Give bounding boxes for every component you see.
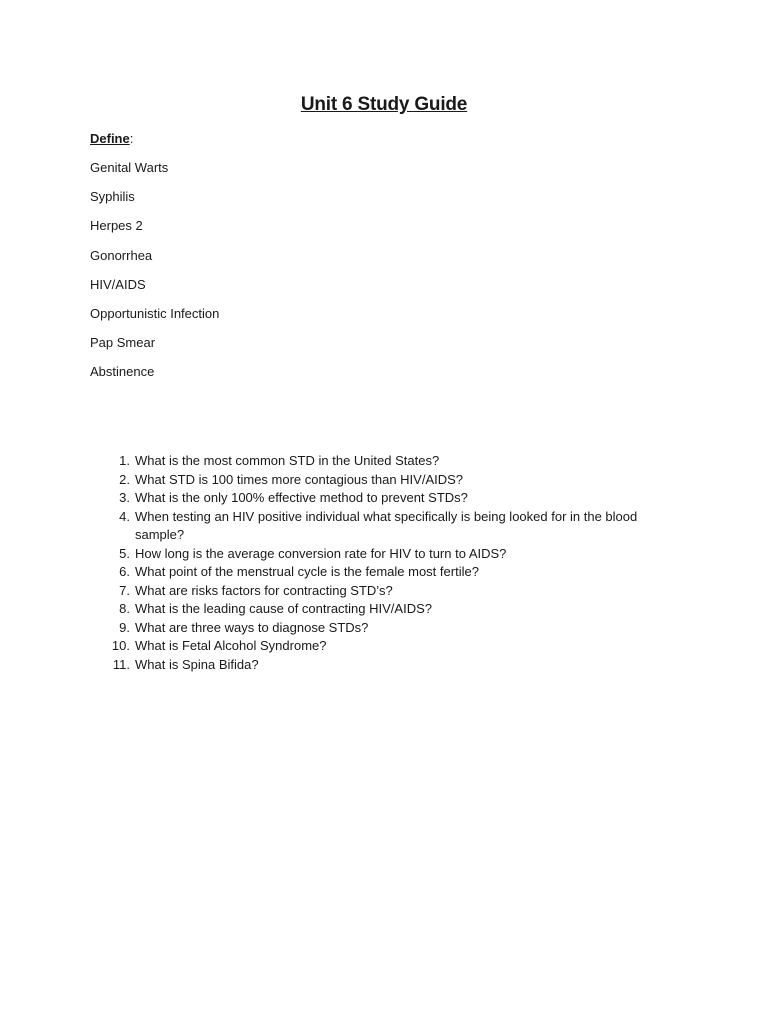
question-text: What is Fetal Alcohol Syndrome? [135, 638, 327, 653]
question-number: 8. [119, 601, 130, 616]
question-number: 9. [119, 619, 130, 635]
question-text: What is the only 100% effective method to prevent STDs? [135, 490, 468, 505]
term-item: Abstinence [90, 364, 155, 380]
questions-list [90, 452, 650, 674]
question-text: When testing an HIV positive individual what specifically is being looked for in the blood sample? [135, 508, 638, 542]
question-number: 5. [119, 545, 130, 561]
question-text: What point of the menstrual cycle is the female most fertile? [135, 564, 479, 579]
term-item: Gonorrhea [90, 247, 153, 263]
term-item: Opportunistic Infection [90, 305, 220, 321]
define-label: Define [90, 131, 130, 146]
question-item [90, 582, 650, 601]
page-title: Unit 6 Study Guide [300, 94, 468, 115]
question-number: 11. [112, 656, 130, 672]
question-item [90, 563, 650, 582]
question-item [90, 471, 650, 490]
question-item [90, 508, 650, 545]
term-item: Genital Warts [90, 160, 169, 175]
question-number: 4. [119, 508, 130, 524]
question-text: How long is the average conversion rate for HIV to turn to AIDS? [135, 545, 507, 561]
question-number: 2. [119, 471, 130, 487]
term-item: Pap Smear [90, 335, 156, 351]
question-number: 10. [111, 638, 130, 653]
question-item [90, 637, 650, 656]
question-item [90, 600, 650, 619]
define-heading [90, 131, 133, 146]
define-colon: : [129, 131, 134, 146]
question-text: What STD is 100 times more contagious than HIV/AIDS? [135, 471, 464, 487]
term-item: Herpes 2 [90, 218, 143, 234]
question-item [90, 489, 650, 508]
question-number: 6. [119, 564, 130, 579]
define-terms-list [90, 160, 219, 394]
question-number: 7. [119, 582, 130, 598]
question-item [90, 452, 650, 471]
term-item: Syphilis [90, 189, 135, 205]
question-text: What is the most common STD in the United States? [135, 453, 440, 468]
question-text: What are three ways to diagnose STDs? [135, 619, 369, 635]
question-item [90, 656, 650, 675]
question-number: 1. [119, 453, 130, 468]
question-text: What is Spina Bifida? [135, 656, 259, 672]
question-text: What is the leading cause of contracting HIV/AIDS? [135, 601, 432, 616]
question-item [90, 545, 650, 564]
term-item: HIV/AIDS [90, 276, 146, 292]
question-item [90, 619, 650, 638]
question-number: 3. [119, 490, 130, 505]
question-text: What are risks factors for contracting STD’s? [135, 582, 393, 598]
